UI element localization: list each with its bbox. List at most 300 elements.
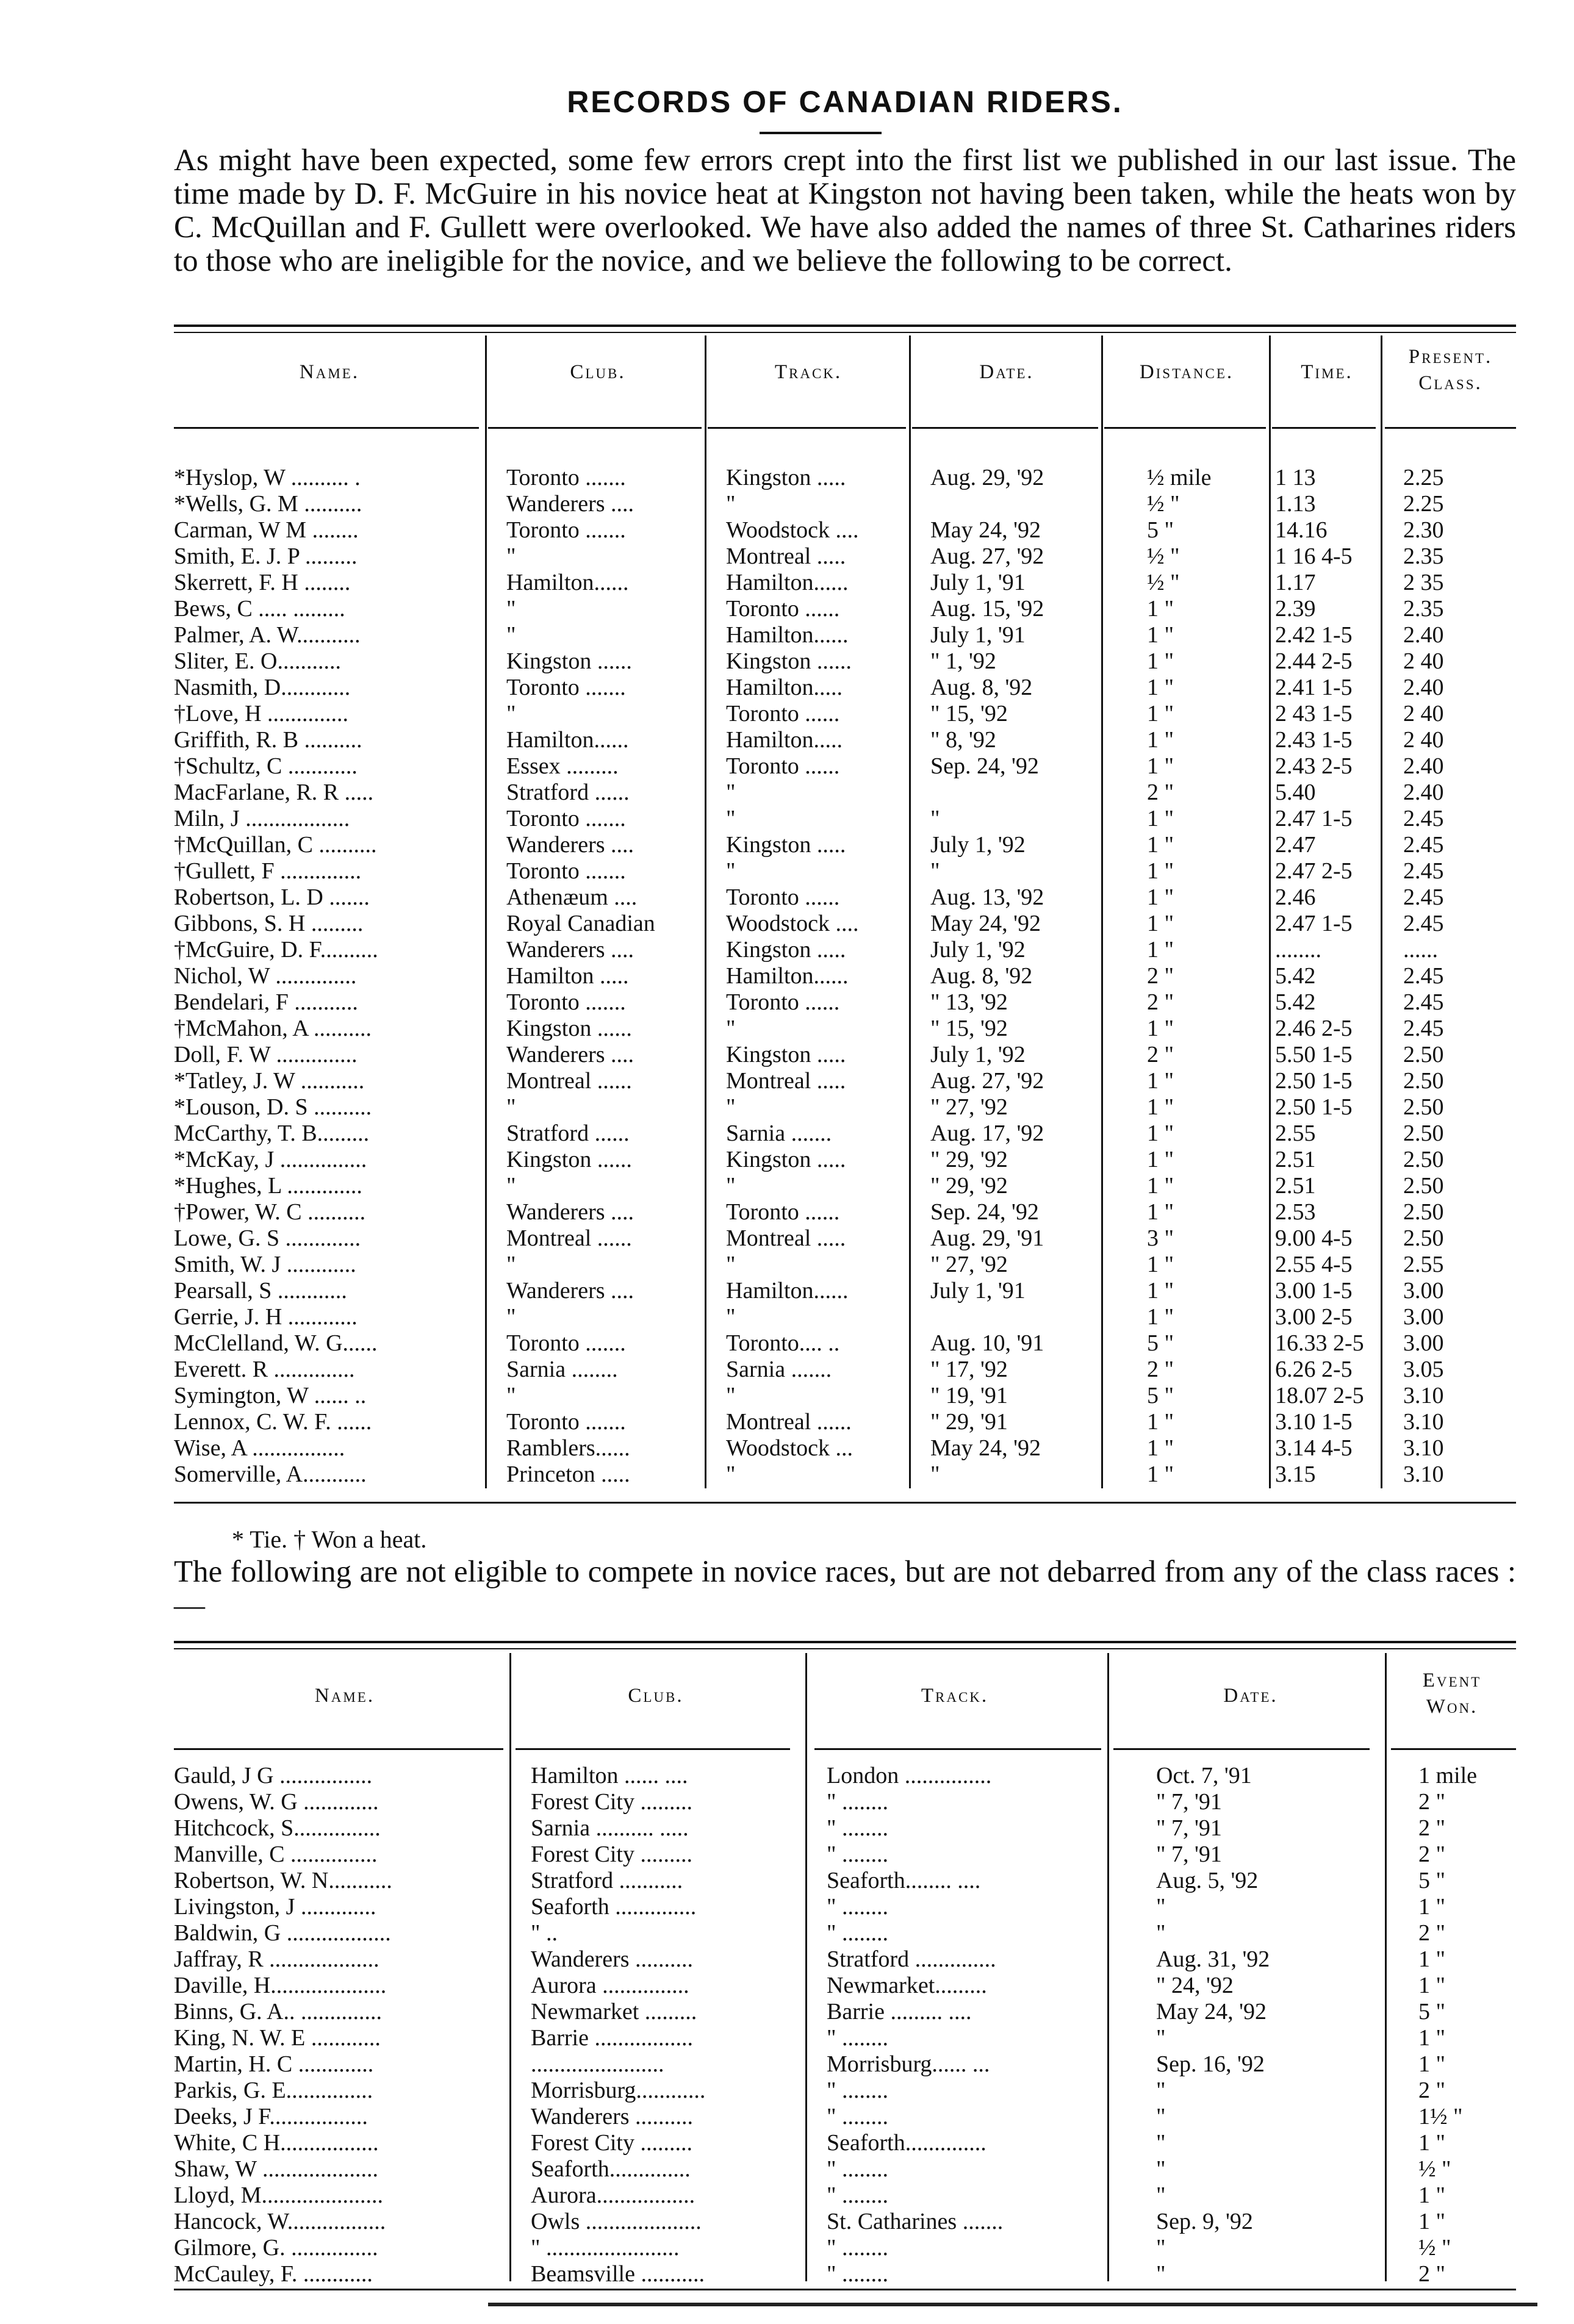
table2-header-name: Name. [314,1685,375,1707]
cell-track: " [726,780,736,805]
cell-track: Kingston ..... [726,1042,846,1067]
cell-time: 2.51 [1275,1173,1316,1199]
cell-club: Owls .................... [531,2209,702,2234]
table-row [174,884,1516,911]
table-row [174,570,1516,596]
cell-date: Sep. 24, '92 [930,1199,1039,1225]
cell-time: 2 43 1-5 [1275,701,1353,726]
cell-club: " [506,622,516,648]
cell-club: Princeton ..... [506,1461,630,1487]
cell-club: Seaforth.............. [531,2156,691,2182]
cell-name: Robertson, W. N........... [174,1868,392,1893]
cell-date: July 1, '92 [930,832,1026,858]
cell-club: " [506,1173,516,1199]
cell-name: Martin, H. C ............. [174,2051,374,2077]
cell-club: " [506,543,516,569]
table-row [174,780,1516,806]
table-row [174,727,1516,753]
table2-top-rule [174,1641,1516,1649]
cell-time: 2.46 [1275,884,1316,910]
table-row [174,1147,1516,1173]
cell-distance: 1 " [1147,1068,1174,1094]
cell-distance: 2 " [1147,963,1174,989]
cell-club: " [506,1252,516,1277]
cell-class: 2 40 [1403,648,1444,674]
cell-date: " [930,806,940,831]
cell-distance: 2 " [1147,1357,1174,1382]
cell-date: Aug. 29, '91 [930,1225,1044,1251]
table-row [174,2104,1516,2130]
cell-time: 1 13 [1275,465,1316,490]
cell-club: Ramblers...... [506,1435,630,1461]
cell-date: Aug. 29, '92 [930,465,1044,490]
cell-time: 2.43 2-5 [1275,753,1353,779]
cell-date: May 24, '92 [1156,1999,1267,2025]
table1-bottom-rule [174,1502,1516,1504]
cell-track: " ........ [827,2078,889,2103]
cell-date: July 1, '92 [930,937,1026,963]
cell-date: " 7, '91 [1156,1815,1222,1841]
cell-track: Toronto ...... [726,884,840,910]
cell-date: May 24, '92 [930,1435,1041,1461]
cell-name: Somerville, A........... [174,1461,367,1487]
cell-club: Barrie ................. [531,2025,693,2051]
cell-track: Newmarket......... [827,1973,987,1998]
cell-distance: ½ mile [1147,465,1212,490]
table-row [174,1999,1516,2025]
cell-track: Woodstock .... [726,517,859,543]
cell-time: 2.46 2-5 [1275,1016,1353,1041]
cell-time: 1.13 [1275,491,1316,517]
cell-class: 3.00 [1403,1330,1444,1356]
table-row [174,858,1516,884]
cell-track: Toronto ...... [726,753,840,779]
table-row [174,1094,1516,1121]
cell-name: Baldwin, G .................. [174,1920,391,1946]
cell-date: July 1, '91 [930,1278,1026,1304]
cell-track: Hamilton...... [726,963,849,989]
cell-name: †Power, W. C .......... [174,1199,366,1225]
cell-date: Oct. 7, '91 [1156,1763,1252,1788]
cell-date: Aug. 27, '92 [930,543,1044,569]
cell-track: Seaforth........ .... [827,1868,981,1893]
cell-club: ....................... [531,2051,664,2077]
cell-name: Owens, W. G ............. [174,1789,379,1815]
cell-class: 3.05 [1403,1357,1444,1382]
cell-class: 2.25 [1403,491,1444,517]
table1-header-club: Club. [570,361,626,383]
cell-name: Jaffray, R ................... [174,1946,379,1972]
cell-name: *Wells, G. M .......... [174,491,362,517]
cell-track: Kingston ..... [726,465,846,490]
cell-date: " 7, '91 [1156,1789,1222,1815]
cell-class: 2.45 [1403,911,1444,936]
table1-header-time: Time. [1301,361,1353,383]
cell-club: Wanderers .... [506,1278,634,1304]
cell-distance: 5 " [1147,1383,1174,1408]
cell-club: Sarnia ........ [506,1357,618,1382]
cell-date: " [1156,2130,1166,2156]
cell-club: " [506,596,516,622]
table-row [174,1461,1516,1488]
intro-paragraph: As might have been expected, some few errors crept into the first list we published in our last issue. The time made by D. F. McGuire in his novice heat at Kingston not having been taken, while the heats won by C. McQuillan and F. Gullett were overlooked. We have also added the names of three St. Catharines riders to those who are ineligible for the novice, and we believe the following to be correct. [174,143,1516,278]
cell-date: " 7, '91 [1156,1842,1222,1867]
cell-class: 2.45 [1403,989,1444,1015]
cell-name: Gauld, J G ................ [174,1763,373,1788]
cell-time: 14.16 [1275,517,1328,543]
cell-distance: 1 " [1147,1121,1174,1146]
cell-club: Hamilton ..... [506,963,629,989]
cell-event-won: 1 mile [1418,1763,1478,1788]
cell-class: 3.00 [1403,1278,1444,1304]
table-row [174,1252,1516,1278]
cell-date: " 1, '92 [930,648,996,674]
cell-name: Binns, G. A.. .............. [174,1999,382,2025]
table-row [174,622,1516,648]
cell-date: " [930,1461,940,1487]
cell-track: " [726,491,736,517]
cell-club: Toronto ....... [506,465,626,490]
cell-class: 2.45 [1403,884,1444,910]
cell-name: Lennox, C. W. F. ...... [174,1409,372,1435]
cell-time: 2.47 1-5 [1275,806,1353,831]
cell-club: Wanderers .... [506,491,634,517]
cell-date: Aug. 15, '92 [930,596,1044,622]
cell-class: 2.35 [1403,543,1444,569]
cell-name: Gibbons, S. H ......... [174,911,364,936]
table-row [174,753,1516,780]
cell-track: " [726,806,736,831]
cell-class: 2.40 [1403,780,1444,805]
title-rule [760,132,882,134]
cell-distance: 2 " [1147,780,1174,805]
cell-class: 2.50 [1403,1042,1444,1067]
cell-date: May 24, '92 [930,517,1041,543]
cell-track: Kingston ...... [726,648,852,674]
table-row [174,1225,1516,1252]
cell-club: Hamilton...... [506,570,629,595]
table1-body [174,465,1516,1488]
table-row [174,1789,1516,1815]
table1-header-rule [1272,427,1376,429]
cell-track: Woodstock .... [726,911,859,936]
cell-date: " 8, '92 [930,727,996,753]
cell-class: 2.50 [1403,1068,1444,1094]
cell-name: †McQuillan, C .......... [174,832,377,858]
cell-distance: 1 " [1147,753,1174,779]
cell-track: Hamilton...... [726,1278,849,1304]
cell-time: 1 16 4-5 [1275,543,1353,569]
table-row [174,648,1516,675]
cell-name: Sliter, E. O........... [174,648,341,674]
table-row [174,989,1516,1016]
cell-date: " 15, '92 [930,1016,1008,1041]
cell-track: " [726,1304,736,1330]
cell-distance: 3 " [1147,1225,1174,1251]
cell-event-won: 2 " [1418,1815,1446,1841]
cell-name: Bews, C ..... ......... [174,596,345,622]
cell-track: Toronto.... .. [726,1330,840,1356]
cell-event-won: 5 " [1418,1868,1446,1893]
table-row [174,1868,1516,1894]
cell-distance: 1 " [1147,806,1174,831]
cell-time: 2.50 1-5 [1275,1094,1353,1120]
table-row [174,2130,1516,2156]
table2-header-rule [174,1748,503,1750]
cell-club: Montreal ...... [506,1068,632,1094]
cell-track: Stratford .............. [827,1946,996,1972]
cell-class: 2.50 [1403,1173,1444,1199]
cell-distance: 1 " [1147,858,1174,884]
cell-name: McCauley, F. ............ [174,2261,373,2287]
cell-distance: 1 " [1147,1094,1174,1120]
cell-track: Hamilton...... [726,622,849,648]
cell-track: " ........ [827,1842,889,1867]
cell-name: Lloyd, M..................... [174,2182,384,2208]
cell-distance: 1 " [1147,622,1174,648]
cell-date: " [1156,1920,1166,1946]
cell-date: " [1156,2104,1166,2129]
table-row [174,2025,1516,2051]
cell-event-won: 1 " [1418,1946,1446,1972]
cell-track: Kingston ..... [726,832,846,858]
table-row [174,1173,1516,1199]
table-row [174,1278,1516,1304]
cell-track: Hamilton..... [726,727,843,753]
cell-class: 2.55 [1403,1252,1444,1277]
table-row [174,1894,1516,1920]
cell-club: Wanderers .... [506,832,634,858]
table1-header-date: Date. [979,361,1034,383]
cell-name: †Schultz, C ............ [174,753,358,779]
cell-name: Skerrett, F. H ........ [174,570,351,595]
cell-date: Aug. 27, '92 [930,1068,1044,1094]
cell-club: " ....................... [531,2235,680,2261]
table-row [174,1068,1516,1094]
cell-track: Woodstock ... [726,1435,853,1461]
cell-name: Manville, C ............... [174,1842,378,1867]
table-row [174,2235,1516,2261]
cell-name: Carman, W M ........ [174,517,359,543]
cell-club: Stratford ...... [506,780,630,805]
table2-header-event: Event [1422,1669,1482,1691]
cell-time: 2.53 [1275,1199,1316,1225]
cell-time: 18.07 2-5 [1275,1383,1364,1408]
table-row [174,596,1516,622]
cell-distance: 1 " [1147,911,1174,936]
cell-club: Wanderers .... [506,1042,634,1067]
cell-name: Nasmith, D............ [174,675,351,700]
cell-track: " ........ [827,1789,889,1815]
cell-time: 1.17 [1275,570,1316,595]
table1-header-rule [174,427,479,429]
cell-class: 2.35 [1403,596,1444,622]
cell-date: " 19, '91 [930,1383,1008,1408]
cell-time: 2.42 1-5 [1275,622,1353,648]
cell-event-won: 2 " [1418,1842,1446,1867]
table-row [174,1946,1516,1973]
cell-date: Aug. 13, '92 [930,884,1044,910]
cell-name: *McKay, J ............... [174,1147,367,1172]
cell-name: White, C H................. [174,2130,379,2156]
cell-club: Wanderers .... [506,937,634,963]
cell-date: Aug. 8, '92 [930,675,1033,700]
table-row [174,2209,1516,2235]
table-row [174,1199,1516,1225]
cell-track: Barrie ......... .... [827,1999,972,2025]
cell-track: Kingston ..... [726,1147,846,1172]
cell-distance: 1 " [1147,832,1174,858]
cell-class: 2 35 [1403,570,1444,595]
page-bottom-rule [488,2303,1537,2306]
cell-name: †Gullett, F .............. [174,858,362,884]
cell-date: Sep. 9, '92 [1156,2209,1253,2234]
cell-time: 5.40 [1275,780,1316,805]
cell-time: 2.39 [1275,596,1316,622]
cell-date: " [1156,1894,1166,1920]
cell-date: " 17, '92 [930,1357,1008,1382]
cell-club: Toronto ....... [506,1330,626,1356]
table1-header-rule [912,427,1098,429]
page-title: RECORDS OF CANADIAN RIDERS. [567,85,1123,119]
cell-distance: 1 " [1147,675,1174,700]
table-row [174,832,1516,858]
cell-time: 16.33 2-5 [1275,1330,1364,1356]
cell-event-won: 1 " [1418,2051,1446,2077]
cell-club: Hamilton ...... .... [531,1763,688,1788]
cell-club: Stratford ........... [531,1868,683,1893]
cell-date: " 27, '92 [930,1252,1008,1277]
cell-date: " [1156,2182,1166,2208]
cell-track: " [726,858,736,884]
cell-club: " [506,1304,516,1330]
cell-club: Seaforth .............. [531,1894,697,1920]
cell-name: McCarthy, T. B......... [174,1121,370,1146]
cell-track: Montreal ..... [726,543,846,569]
table-row [174,701,1516,727]
cell-name: Deeks, J F................. [174,2104,368,2129]
cell-class: 2.50 [1403,1147,1444,1172]
cell-date: Aug. 8, '92 [930,963,1033,989]
cell-track: St. Catharines ....... [827,2209,1004,2234]
cell-club: Newmarket ......... [531,1999,697,2025]
cell-date: July 1, '91 [930,622,1026,648]
table2-header-track: Track. [921,1685,989,1707]
table-row [174,1330,1516,1357]
cell-distance: 1 " [1147,884,1174,910]
cell-date: " 29, '91 [930,1409,1008,1435]
table1-header-rule [1104,427,1266,429]
table-row [174,491,1516,517]
cell-name: MacFarlane, R. R ..... [174,780,374,805]
cell-track: " [726,1094,736,1120]
table-row [174,1383,1516,1409]
table-row [174,1920,1516,1946]
cell-club: Sarnia .......... ..... [531,1815,689,1841]
table1-header-present: Present. [1408,346,1493,368]
cell-club: Wanderers .......... [531,2104,694,2129]
cell-event-won: 2 " [1418,1920,1446,1946]
table-row [174,937,1516,963]
table-row [174,2182,1516,2209]
cell-distance: 5 " [1147,1330,1174,1356]
cell-date: Aug. 10, '91 [930,1330,1044,1356]
paragraph-not-eligible: The following are not eligible to compete in novice races, but are not debarred from any of the class races :— [174,1555,1516,1623]
cell-club: Hamilton...... [506,727,629,753]
cell-name: †Love, H .............. [174,701,349,726]
cell-track: Morrisburg...... ... [827,2051,990,2077]
cell-club: Morrisburg............ [531,2078,706,2103]
cell-date: " 29, '92 [930,1147,1008,1172]
cell-distance: 1 " [1147,596,1174,622]
cell-club: Kingston ...... [506,1016,632,1041]
table1-header-rule [1385,427,1516,429]
cell-distance: 1 " [1147,1409,1174,1435]
cell-distance: 1 " [1147,701,1174,726]
cell-class: 2.45 [1403,858,1444,884]
cell-time: 2.41 1-5 [1275,675,1353,700]
cell-distance: 1 " [1147,1199,1174,1225]
cell-date: Aug. 31, '92 [1156,1946,1270,1972]
cell-name: †McGuire, D. F.......... [174,937,378,963]
cell-date: Sep. 24, '92 [930,753,1039,779]
cell-club: Toronto ....... [506,858,626,884]
cell-track: " ........ [827,2235,889,2261]
cell-track: " ........ [827,2182,889,2208]
cell-track: " [726,1461,736,1487]
cell-name: Daville, H.................... [174,1973,387,1998]
cell-time: 2.44 2-5 [1275,648,1353,674]
table-row [174,1435,1516,1461]
cell-time: 3.15 [1275,1461,1316,1487]
cell-time: 5.50 1-5 [1275,1042,1353,1067]
cell-date: Sep. 16, '92 [1156,2051,1265,2077]
table-row [174,2051,1516,2078]
cell-name: *Tatley, J. W ........... [174,1068,365,1094]
cell-time: 6.26 2-5 [1275,1357,1353,1382]
cell-class: 2.45 [1403,963,1444,989]
cell-class: 2.45 [1403,806,1444,831]
cell-date: " [1156,2078,1166,2103]
cell-distance: 1 " [1147,1278,1174,1304]
cell-date: " 29, '92 [930,1173,1008,1199]
cell-track: Montreal ..... [726,1068,846,1094]
cell-club: Stratford ...... [506,1121,630,1146]
table2-bottom-rule [174,2289,1516,2290]
cell-track: " ........ [827,2104,889,2129]
cell-name: Bendelari, F ........... [174,989,358,1015]
cell-club: " .. [531,1920,558,1946]
table2-header-won: Won. [1426,1696,1478,1718]
cell-club: Kingston ...... [506,1147,632,1172]
cell-track: Seaforth.............. [827,2130,986,2156]
cell-class: 3.10 [1403,1409,1444,1435]
cell-club: Beamsville ........... [531,2261,705,2287]
table-row [174,543,1516,570]
cell-class: 2.30 [1403,517,1444,543]
cell-date: " 13, '92 [930,989,1008,1015]
table2-header-rule [1113,1748,1370,1750]
table-row [174,1121,1516,1147]
cell-date: " 24, '92 [1156,1973,1234,1998]
cell-class: 2.25 [1403,465,1444,490]
cell-class: 2.40 [1403,622,1444,648]
cell-distance: 5 " [1147,517,1174,543]
cell-distance: 1 " [1147,1147,1174,1172]
cell-distance: ½ " [1147,543,1180,569]
cell-track: Toronto ...... [726,989,840,1015]
cell-track: Toronto ...... [726,701,840,726]
